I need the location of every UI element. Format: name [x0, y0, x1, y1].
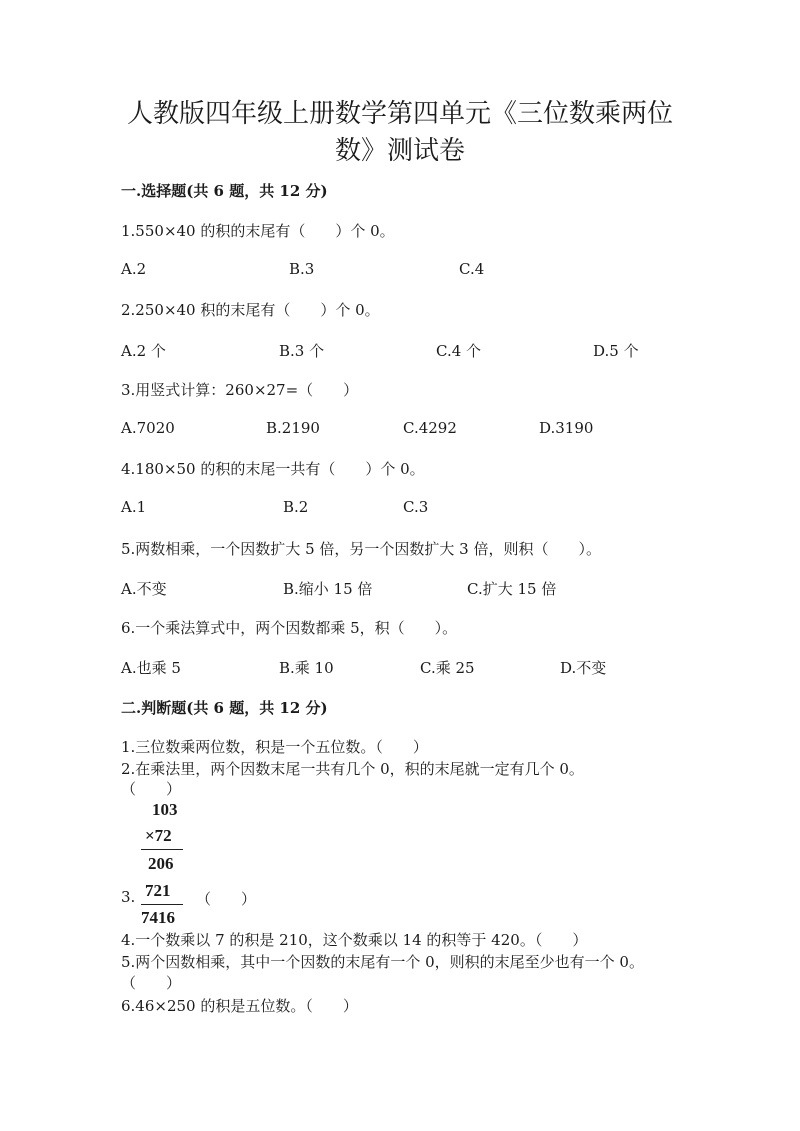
q5-option-b: B.缩小 15 倍 — [283, 580, 373, 598]
judge-question-5: 5.两个因数相乘，其中一个因数的末尾有一个 0，则积的末尾至少也有一个 0。 — [121, 953, 644, 971]
judge-question-5-bracket: （ ） — [121, 974, 182, 992]
judge-question-3-number: 3. — [121, 888, 136, 906]
q1-option-b: B.3 — [289, 260, 315, 278]
q6-option-d: D.不变 — [560, 659, 607, 677]
vertical-calc-line-2 — [141, 904, 183, 905]
vertical-calc-line-1 — [141, 849, 183, 850]
judge-question-6: 6.46×250 的积是五位数。（ ） — [121, 997, 358, 1015]
question-5: 5.两数相乘，一个因数扩大 5 倍，另一个因数扩大 3 倍，则积（ ）。 — [121, 540, 601, 558]
q3-option-a: A.7020 — [121, 419, 175, 437]
q3-option-c: C.4292 — [403, 419, 457, 437]
judge-question-3-bracket: （ ） — [196, 890, 257, 908]
judge-question-1: 1.三位数乘两位数，积是一个五位数。（ ） — [121, 738, 428, 756]
section-2-heading: 二.判断题(共 6 题，共 12 分) — [121, 699, 328, 717]
q2-option-a: A.2 个 — [121, 342, 166, 360]
q6-option-a: A.也乘 5 — [121, 659, 181, 677]
q1-option-a: A.2 — [121, 260, 147, 278]
section-1-heading: 一.选择题(共 6 题，共 12 分) — [121, 182, 328, 200]
q3-option-b: B.2190 — [266, 419, 320, 437]
q4-option-c: C.3 — [403, 498, 429, 516]
judge-question-2-bracket: （ ） — [121, 780, 182, 798]
q2-option-c: C.4 个 — [436, 342, 482, 360]
vertical-calc-product: 7416 — [141, 908, 175, 927]
page-title — [0, 96, 800, 170]
q1-option-c: C.4 — [459, 260, 485, 278]
q6-option-c: C.乘 25 — [420, 659, 475, 677]
question-1: 1.550×40 的积的末尾有（ ）个 0。 — [121, 222, 395, 240]
title-line-2: 数》测试卷 — [334, 136, 465, 166]
q6-option-b: B.乘 10 — [279, 659, 334, 677]
title-line-1: 人教版四年级上册数学第四单元《三位数乘两位 — [126, 99, 673, 129]
vertical-calc-partial-1: 206 — [148, 854, 174, 873]
q4-option-b: B.2 — [283, 498, 309, 516]
judge-question-2: 2.在乘法里，两个因数末尾一共有几个 0，积的末尾就一定有几个 0。 — [121, 760, 584, 778]
q5-option-c: C.扩大 15 倍 — [467, 580, 557, 598]
judge-question-4: 4.一个数乘以 7 的积是 210，这个数乘以 14 的积等于 420。（ ） — [121, 931, 588, 949]
question-2: 2.250×40 积的末尾有（ ）个 0。 — [121, 301, 380, 319]
vertical-calc-partial-2: 721 — [145, 881, 171, 900]
q3-option-d: D.3190 — [539, 419, 594, 437]
vertical-calc-multiplier: ×72 — [145, 826, 172, 845]
question-6: 6.一个乘法算式中，两个因数都乘 5，积（ ）。 — [121, 619, 458, 637]
q4-option-a: A.1 — [121, 498, 147, 516]
question-3: 3.用竖式计算：260×27=（ ） — [121, 381, 359, 399]
q2-option-b: B.3 个 — [279, 342, 325, 360]
question-4: 4.180×50 的积的末尾一共有（ ）个 0。 — [121, 460, 425, 478]
q2-option-d: D.5 个 — [593, 342, 639, 360]
q5-option-a: A.不变 — [121, 580, 167, 598]
vertical-calc-multiplicand: 103 — [152, 800, 178, 819]
